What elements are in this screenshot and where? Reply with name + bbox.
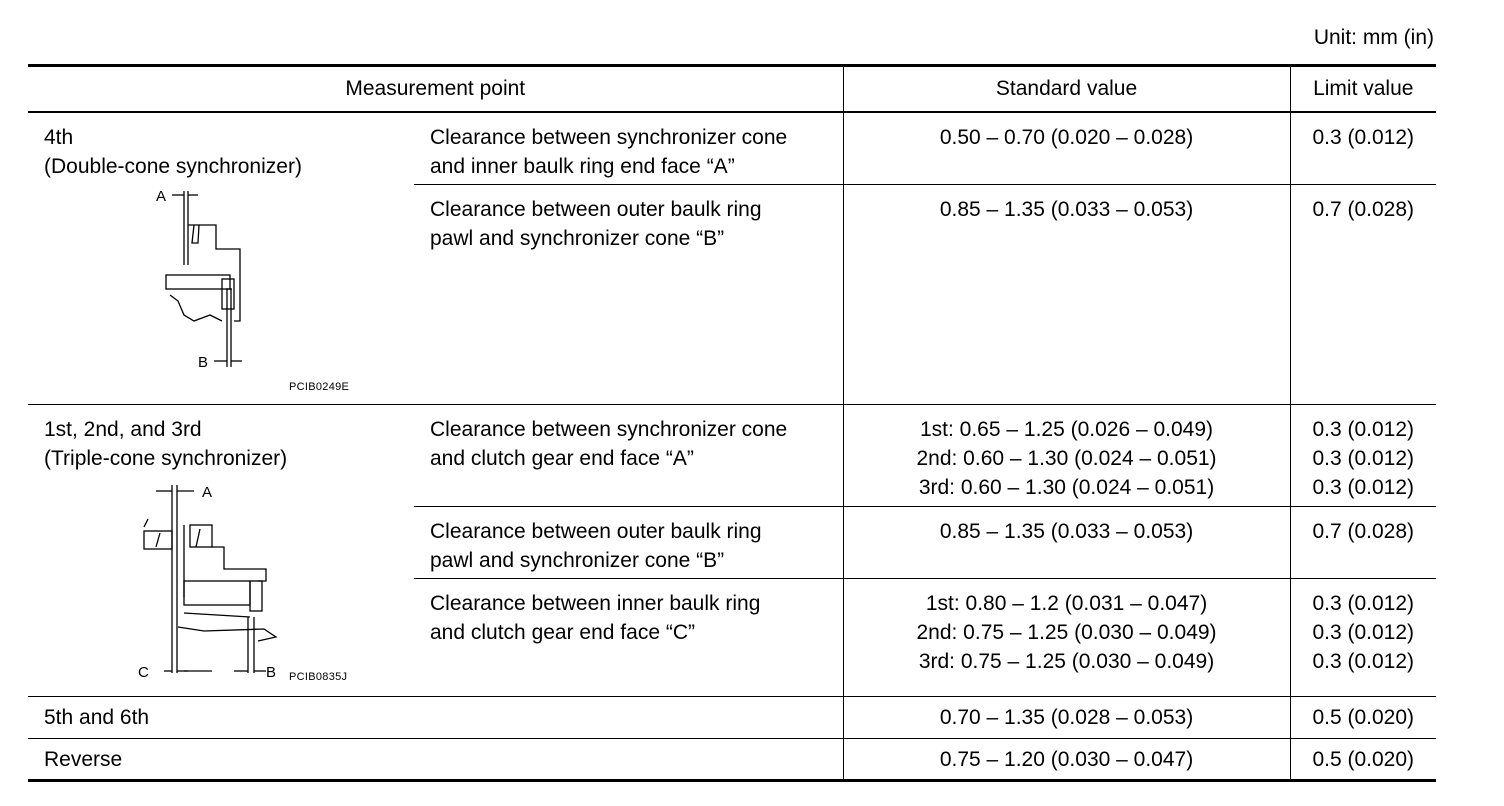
limit-value: 0.5 (0.020) bbox=[1290, 696, 1436, 738]
limit-value-line: 0.3 (0.012) bbox=[1312, 446, 1415, 470]
gear-cell-reverse: Reverse bbox=[28, 738, 843, 780]
standard-value-line: 1st: 0.65 – 1.25 (0.026 – 0.049) bbox=[919, 417, 1214, 441]
limit-value: 0.5 (0.020) bbox=[1290, 738, 1436, 780]
table-row bbox=[28, 112, 1436, 184]
limit-value bbox=[1290, 112, 1436, 184]
limit-value-line: 0.3 (0.012) bbox=[1312, 649, 1415, 673]
measurement-point: Clearance between outer baulk ring pawl and synchronizer cone “B” bbox=[414, 184, 843, 404]
standard-value-line: 3rd: 0.75 – 1.25 (0.030 – 0.049) bbox=[918, 649, 1215, 673]
gear-label: 4th (Double-cone synchronizer) bbox=[44, 126, 302, 178]
gear-cell-4th bbox=[28, 112, 414, 404]
fig-label-b: B bbox=[198, 354, 209, 371]
gear-cell-1st-2nd-3rd bbox=[28, 404, 414, 696]
header-standard-value: Standard value bbox=[843, 66, 1290, 113]
standard-value-line: 0.85 – 1.35 (0.033 – 0.053) bbox=[939, 519, 1194, 543]
standard-value bbox=[843, 184, 1290, 404]
table-row bbox=[28, 738, 1436, 780]
double-cone-diagram-drawing bbox=[44, 185, 394, 397]
standard-value-line: 2nd: 0.75 – 1.25 (0.030 – 0.049) bbox=[916, 620, 1217, 644]
standard-value bbox=[843, 578, 1290, 696]
standard-value bbox=[843, 404, 1290, 506]
limit-value-line: 0.3 (0.012) bbox=[1312, 591, 1415, 615]
standard-value-line: 0.85 – 1.35 (0.033 – 0.053) bbox=[939, 197, 1194, 221]
measurement-point: Clearance between synchronizer cone and clutch gear end face “A” bbox=[414, 404, 843, 506]
measurement-point: Clearance between inner baulk ring and clutch gear end face “C” bbox=[414, 578, 843, 696]
gear-label: 1st, 2nd, and 3rd (Triple-cone synchronizer) bbox=[44, 417, 288, 470]
standard-value-line: 0.50 – 0.70 (0.020 – 0.028) bbox=[939, 126, 1194, 149]
figure-code: PCIB0249E bbox=[289, 381, 350, 393]
limit-value-line: 0.7 (0.028) bbox=[1312, 519, 1415, 543]
header-measurement-point: Measurement point bbox=[28, 66, 843, 113]
limit-value-line: 0.3 (0.012) bbox=[1312, 126, 1415, 149]
standard-value-line: 2nd: 0.60 – 1.30 (0.024 – 0.051) bbox=[916, 446, 1217, 470]
header-row bbox=[28, 66, 1436, 113]
table-row bbox=[28, 696, 1436, 738]
standard-value bbox=[843, 506, 1290, 578]
measurement-point: Clearance between synchronizer cone and inner baulk ring end face “A” bbox=[414, 112, 843, 184]
standard-value bbox=[843, 112, 1290, 184]
standard-value-line: 3rd: 0.60 – 1.30 (0.024 – 0.051) bbox=[918, 475, 1215, 499]
fig-label-a: A bbox=[202, 483, 213, 501]
standard-value-line: 1st: 0.80 – 1.2 (0.031 – 0.047) bbox=[925, 591, 1208, 615]
standard-value: 0.75 – 1.20 (0.030 – 0.047) bbox=[843, 738, 1290, 780]
double-cone-synchronizer-diagram bbox=[44, 185, 394, 397]
triple-cone-synchronizer-diagram bbox=[44, 477, 394, 687]
fig-label-b: B bbox=[266, 663, 277, 681]
limit-value bbox=[1290, 578, 1436, 696]
limit-value bbox=[1290, 506, 1436, 578]
limit-value-line: 0.3 (0.012) bbox=[1312, 620, 1415, 644]
fig-label-a: A bbox=[156, 188, 167, 205]
unit-label: Unit: mm (in) bbox=[1313, 26, 1434, 49]
measurement-point: Clearance between outer baulk ring pawl and synchronizer cone “B” bbox=[414, 506, 843, 578]
triple-cone-diagram-drawing bbox=[44, 477, 394, 687]
limit-value bbox=[1290, 184, 1436, 404]
standard-value: 0.70 – 1.35 (0.028 – 0.053) bbox=[843, 696, 1290, 738]
table-row bbox=[28, 404, 1436, 506]
limit-value-line: 0.7 (0.028) bbox=[1312, 197, 1415, 221]
fig-label-c: C bbox=[138, 663, 149, 681]
limit-value-line: 0.3 (0.012) bbox=[1312, 417, 1415, 441]
clearance-spec-table bbox=[28, 64, 1436, 782]
limit-value bbox=[1290, 404, 1436, 506]
figure-code: PCIB0835J bbox=[289, 670, 348, 683]
limit-value-line: 0.3 (0.012) bbox=[1312, 475, 1415, 499]
header-limit-value: Limit value bbox=[1290, 66, 1436, 113]
gear-cell-5th-6th: 5th and 6th bbox=[28, 696, 843, 738]
